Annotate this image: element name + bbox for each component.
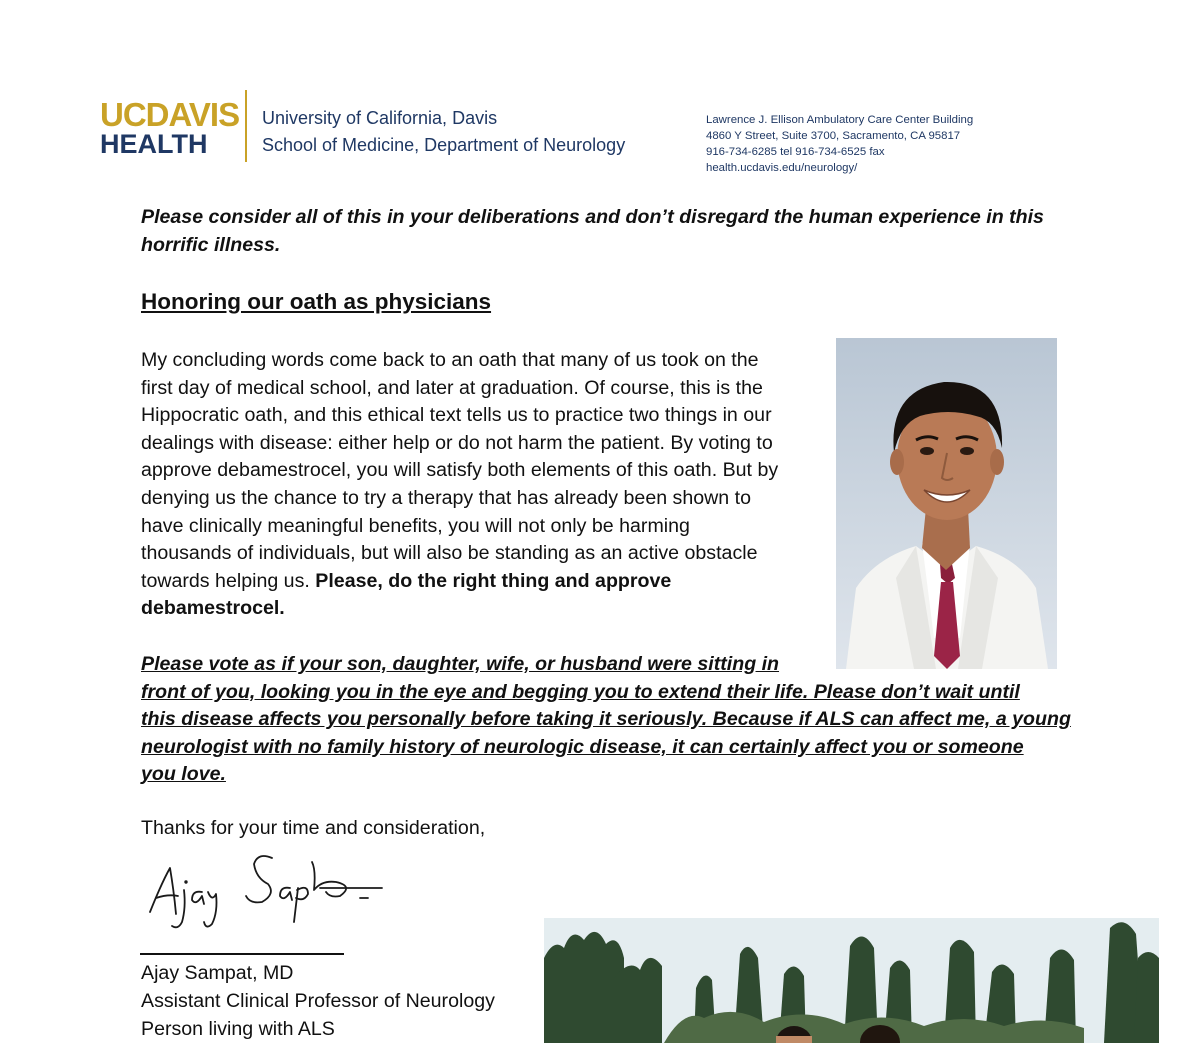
- paragraph-line: thousands of individuals, but will also be standing as an active obstacle: [141, 542, 758, 565]
- paragraph-line: denying us the chance to try a therapy that has already been shown to: [141, 486, 751, 509]
- paragraph-line: My concluding words come back to an oath that many of us took on the: [141, 349, 759, 371]
- paragraph-line: first day of medical school, and later at graduation. Of course, this is the: [141, 376, 763, 399]
- concluding-paragraph: [141, 347, 831, 623]
- plea-statement: [141, 651, 1081, 789]
- logo-top-text: UCDAVIS: [100, 96, 240, 133]
- logo-bottom-text: HEALTH: [100, 129, 208, 159]
- paragraph-line: Hippocratic oath, and this ethical text tells us to practice two things in our: [141, 404, 772, 427]
- signer-title: Assistant Clinical Professor of Neurology: [141, 990, 495, 1012]
- paragraph-text: towards helping us.: [141, 569, 316, 592]
- closing-line: Thanks for your time and consideration,: [141, 817, 486, 839]
- outdoor-family-photo: [544, 918, 1159, 1043]
- plea-line: front of you, looking you in the eye and begging you to extend their life. Please don’t wait until: [141, 680, 1020, 703]
- signature-line: [140, 953, 344, 955]
- logo-divider: [245, 90, 247, 162]
- signer-name: Ajay Sampat, MD: [141, 962, 294, 984]
- signer-block: [141, 959, 495, 1043]
- address-line: 4860 Y Street, Suite 3700, Sacramento, CA 95817: [706, 130, 961, 142]
- plea-line: neurologist with no family history of neurologic disease, it can certainly affect you or someone: [141, 735, 1024, 758]
- website-line: health.ucdavis.edu/neurology/: [706, 162, 858, 174]
- signer-note: Person living with ALS: [141, 1018, 335, 1040]
- doctor-portrait-photo: [836, 338, 1057, 669]
- section-heading: Honoring our oath as physicians: [141, 289, 492, 314]
- paragraph-line: [141, 568, 831, 596]
- handwritten-signature: [140, 842, 390, 934]
- call-to-action: Please, do the right thing and approve: [315, 569, 672, 592]
- intro-statement: [141, 204, 1071, 259]
- intro-line: horrific illness.: [141, 233, 281, 256]
- address-line: Lawrence J. Ellison Ambulatory Care Center Building: [706, 114, 974, 126]
- paragraph-line: approve debamestrocel, you will satisfy both elements of this oath. But by: [141, 459, 779, 482]
- intro-line: Please consider all of this in your deliberations and don’t disregard the human experience in this: [141, 206, 1044, 228]
- ucdavis-health-logo: [100, 96, 240, 159]
- plea-line: this disease affects you personally before taking it seriously. Because if ALS can affect me, a young: [141, 708, 1071, 731]
- paragraph-line: dealings with disease: either help or do not harm the patient. By voting to: [141, 431, 773, 454]
- phone-line: 916-734-6285 tel 916-734-6525 fax: [706, 146, 885, 158]
- university-name: University of California, Davis: [262, 108, 498, 128]
- call-to-action-end: debamestrocel.: [141, 597, 285, 620]
- paragraph-line: have clinically meaningful benefits, you will not only be harming: [141, 514, 690, 537]
- plea-line: Please vote as if your son, daughter, wife, or husband were sitting in: [141, 653, 780, 675]
- plea-line: you love.: [141, 763, 226, 786]
- department-name: School of Medicine, Department of Neurology: [262, 135, 626, 155]
- address-block: [706, 112, 973, 176]
